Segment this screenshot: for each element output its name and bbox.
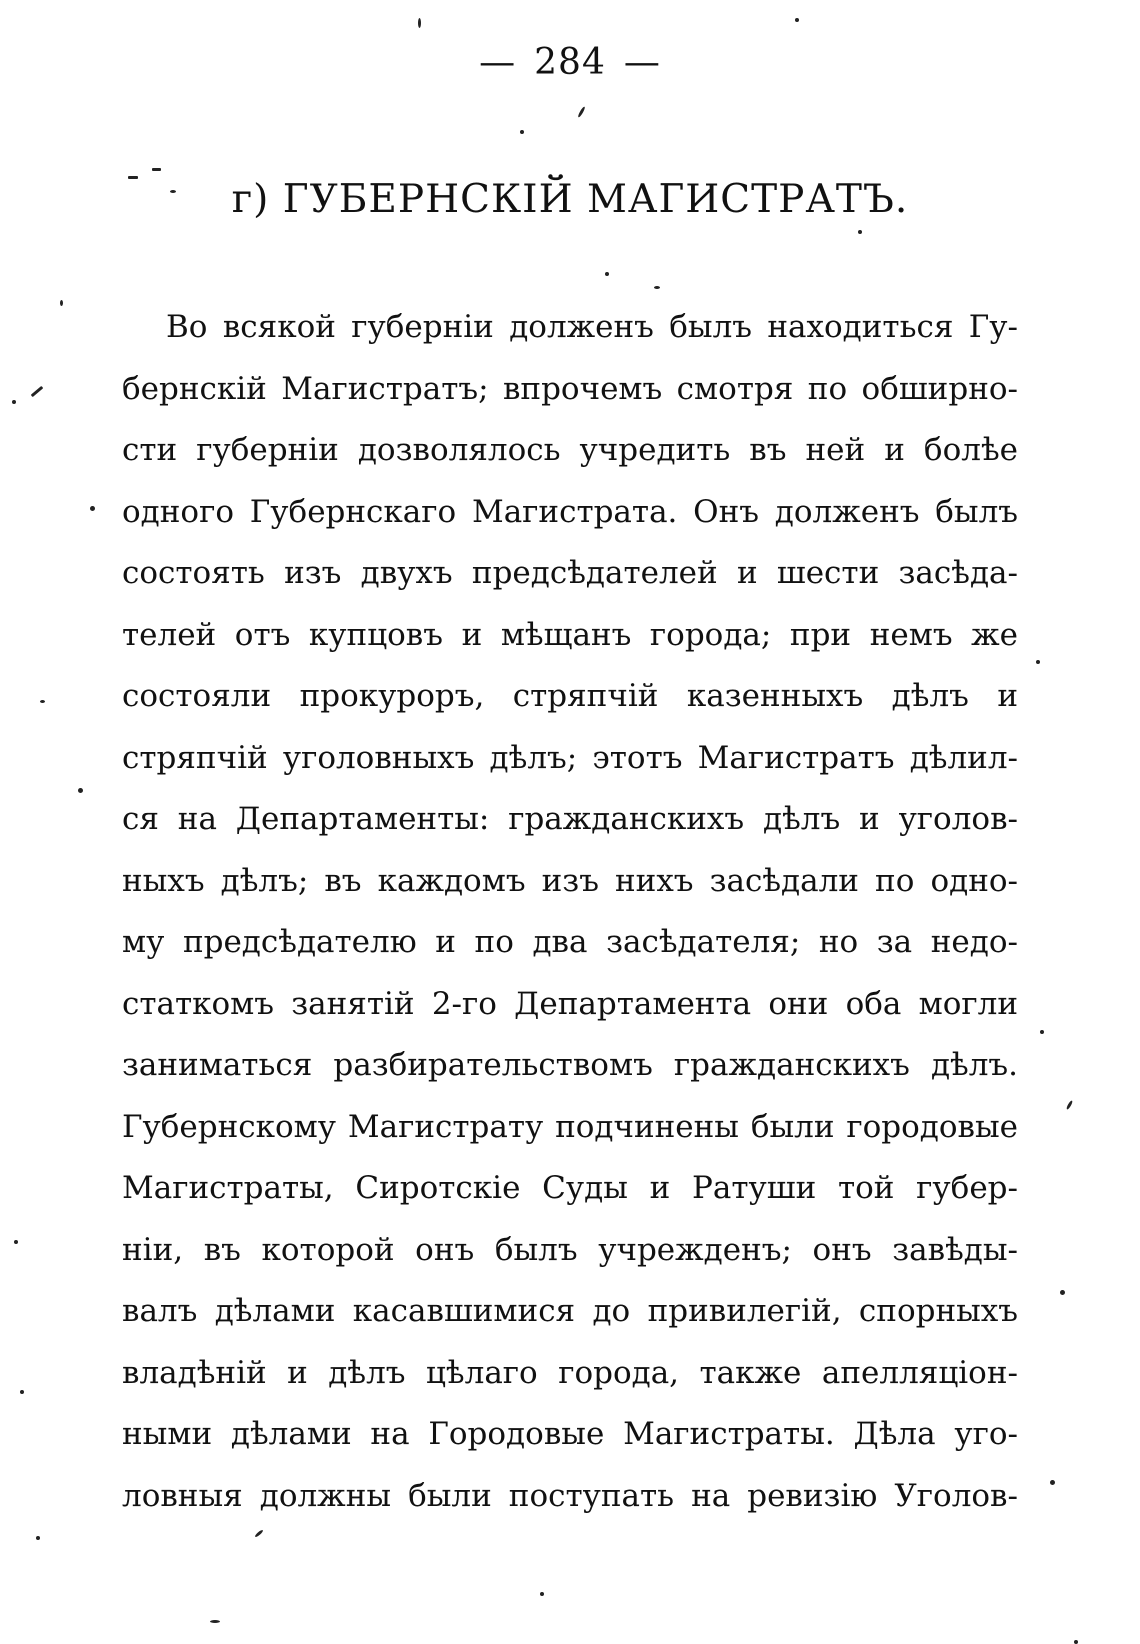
scan-speck bbox=[31, 386, 44, 397]
scan-speck bbox=[254, 1529, 264, 1538]
scan-speck bbox=[1036, 660, 1040, 664]
scan-speck bbox=[20, 1390, 24, 1394]
scan-speck bbox=[605, 272, 609, 276]
text-line: стряпчій уголовныхъ дѣлъ; этотъ Магистратъ дѣлил- bbox=[122, 739, 1018, 776]
page-number-header bbox=[0, 38, 1140, 88]
text-line: ловныя должны были поступать на ревизію Уголов- bbox=[122, 1477, 1018, 1514]
scan-speck bbox=[654, 286, 660, 289]
text-line: Магистраты, Сиротскіе Суды и Ратуши той губер- bbox=[122, 1170, 1018, 1206]
text-line: состоять изъ двухъ предсѣдателей и шести засѣда- bbox=[122, 555, 1018, 591]
scan-speck bbox=[36, 1536, 40, 1540]
scan-speck bbox=[90, 506, 95, 511]
scan-speck bbox=[170, 190, 176, 193]
scan-speck bbox=[418, 18, 421, 28]
text-line: ся на Департаменты: гражданскихъ дѣлъ и уголов- bbox=[122, 801, 1018, 837]
scan-speck bbox=[210, 1620, 220, 1623]
text-line: ныхъ дѣлъ; въ каждомъ изъ нихъ засѣдали по одно- bbox=[122, 862, 1018, 899]
text-line: статкомъ занятій 2-го Департамента они оба могли bbox=[122, 985, 1018, 1022]
text-line: одного Губернскаго Магистрата. Онъ долженъ былъ bbox=[122, 493, 1018, 530]
scan-speck bbox=[14, 1240, 18, 1244]
text-line: телей отъ купцовъ и мѣщанъ города; при немъ же bbox=[122, 616, 1018, 653]
scan-speck bbox=[152, 168, 161, 171]
scan-speck bbox=[795, 18, 799, 22]
page-number-dash-right: — bbox=[623, 42, 661, 83]
scan-speck bbox=[40, 700, 45, 703]
text-line: валъ дѣлами касавшимися до привилегій, спорныхъ bbox=[122, 1293, 1018, 1329]
scan-speck bbox=[1060, 1290, 1065, 1295]
scan-speck bbox=[1040, 1030, 1044, 1034]
scan-speck bbox=[1074, 1640, 1078, 1644]
text-line: владѣній и дѣлъ цѣлаго города, также апелляціон- bbox=[122, 1354, 1018, 1391]
scan-speck bbox=[12, 400, 16, 404]
page-number: 284 bbox=[534, 42, 606, 83]
text-line: Во всякой губерніи долженъ былъ находиться Гу- bbox=[166, 309, 1018, 345]
scan-speck bbox=[520, 130, 524, 134]
scan-speck bbox=[1050, 1480, 1055, 1485]
scan-speck bbox=[858, 230, 862, 234]
scan-speck bbox=[540, 1592, 544, 1596]
text-line: бернскій Магистратъ; впрочемъ смотря по обширно- bbox=[122, 370, 1018, 407]
scan-speck bbox=[1066, 1100, 1074, 1110]
scan-speck bbox=[128, 176, 138, 179]
body-text bbox=[122, 297, 1018, 1527]
text-line: сти губерніи дозволялось учредить въ ней и болѣе bbox=[122, 432, 1018, 468]
text-line: состояли прокуроръ, стряпчій казенныхъ дѣлъ и bbox=[122, 678, 1018, 714]
text-line: заниматься разбирательствомъ гражданскихъ дѣлъ. bbox=[122, 1047, 1018, 1083]
text-line: ніи, въ которой онъ былъ учрежденъ; онъ завѣды- bbox=[122, 1231, 1018, 1268]
text-line: ными дѣлами на Городовые Магистраты. Дѣла уго- bbox=[122, 1416, 1018, 1452]
text-line: Губернскому Магистрату подчинены были городовые bbox=[122, 1108, 1018, 1145]
scan-speck bbox=[577, 106, 586, 118]
scan-speck bbox=[78, 788, 83, 793]
text-line: му предсѣдателю и по два засѣдателя; но за недо- bbox=[122, 924, 1018, 960]
scan-speck bbox=[60, 300, 63, 306]
page-number-dash-left: — bbox=[479, 42, 517, 83]
section-title: г) ГУБЕРНСКІЙ МАГИСТРАТЪ. bbox=[231, 177, 909, 222]
